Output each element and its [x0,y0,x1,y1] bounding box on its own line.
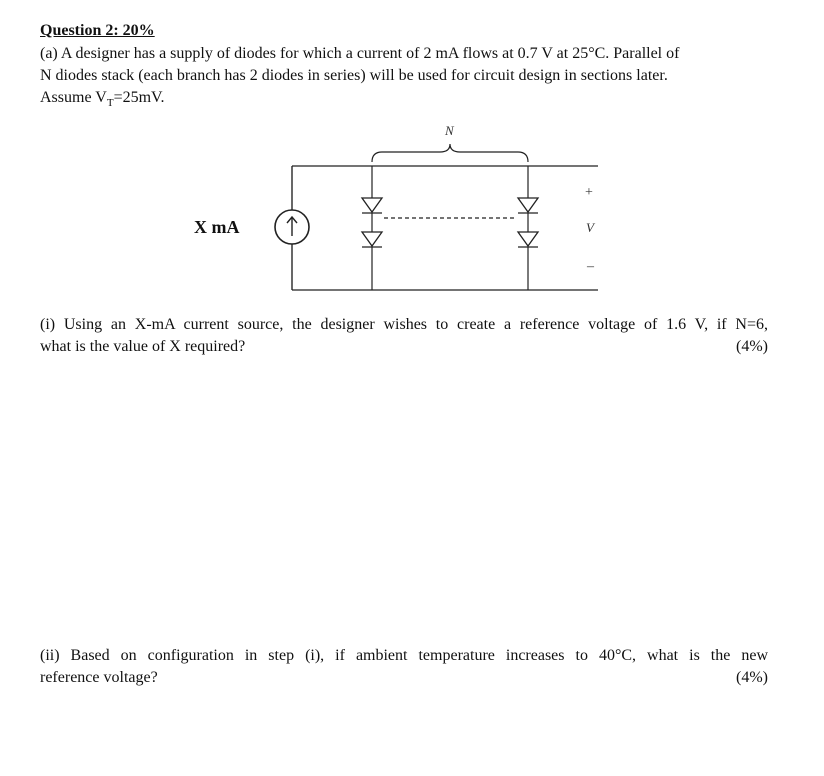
part-i-line-2: what is the value of X required? [40,338,246,355]
diode-icon [518,198,538,213]
source-label: X mA [194,217,240,237]
assume-suffix: =25mV. [113,89,165,106]
part-ii-line-2: reference voltage? [40,669,158,686]
branch-brace [372,144,528,162]
part-ii-line-2-row [40,667,768,688]
diode-icon [518,232,538,247]
part-i-marks: (4%) [736,338,768,355]
diode-icon [362,232,382,247]
part-a-line-2: N diodes stack (each branch has 2 diodes in series) will be used for circuit design in sections later. [40,67,668,84]
current-source-icon [275,210,309,244]
diode-icon [362,198,382,213]
part-a-line-1: (a) A designer has a supply of diodes for which a current of 2 mA flows at 0.7 V at 25°C. Parallel of [40,45,680,62]
assume-prefix: Assume V [40,89,107,106]
branch-count-label: N [445,123,454,138]
question-heading: Question 2: 20% [40,22,155,39]
voltage-label: V [586,220,594,235]
minus-sign: – [587,259,594,274]
part-i-line-2-row [40,336,768,357]
plus-sign: + [585,185,593,200]
part-ii-line-1: (ii) Based on configuration in step (i), if ambient temperature increases to 40°C, what is the new [40,647,768,664]
part-i-line-1: (i) Using an X-mA current source, the designer wishes to create a reference voltage of 1.6 V, if N=6, [40,316,768,333]
part-ii-marks: (4%) [736,669,768,686]
thermal-voltage-subscript: T [106,97,114,110]
